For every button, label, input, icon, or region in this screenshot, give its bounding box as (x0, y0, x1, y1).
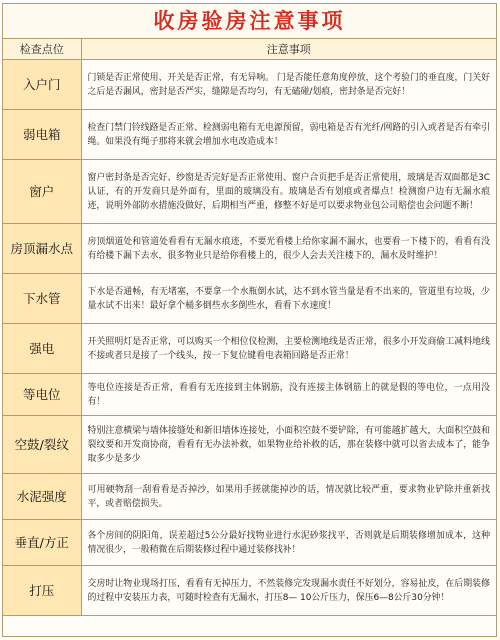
row-notes: 房顶烟道处和管道处看看有无漏水痕迹，不要光看楼上给你家漏不漏水，也要看一下楼下的，看看有没有给楼下漏下去水，很多物业只是给你看楼上的，很少人会去关注楼下的，漏水及时维护！ (81, 224, 496, 274)
header-check-point: 检查点位 (3, 39, 81, 60)
row-label: 等电位 (3, 374, 81, 416)
table-row (3, 110, 496, 160)
checklist-table (3, 39, 496, 616)
row-notes: 可用硬物刮一刮看看是否掉沙，如果用手搓就能掉沙的话，情况就比较严重，要求物业铲除并重新找平，或者赔偿损失。 (81, 474, 496, 520)
row-label: 下水管 (3, 274, 81, 324)
row-label: 入户门 (3, 60, 81, 110)
row-label: 窗户 (3, 160, 81, 224)
row-label: 水泥强度 (3, 474, 81, 520)
row-label: 弱电箱 (3, 110, 81, 160)
row-notes: 下水是否通畅，有无堵塞，不要拿一个水瓶倒水试，达不到水管当量是看不出来的，管道里有垃圾，少量水试不出来！最好拿个桶多倒些水多倒些水，看看下水速度！ (81, 274, 496, 324)
row-label: 空鼓/裂纹 (3, 416, 81, 474)
table-row (3, 520, 496, 566)
row-notes: 开关照明灯是否正常，可以购买一个相位仪检测，主要检测地线是否正常，很多小开发商偷工减料地线不接或者只是接了一个线头，按一下复位键看电表箱回路是否正常！ (81, 324, 496, 374)
table-header-row (3, 39, 496, 60)
table-row (3, 474, 496, 520)
table-row (3, 324, 496, 374)
row-notes: 各个房间的阴阳角，误差超过5公分最好找物业进行水泥砂浆找平，否则就是后期装修增加成本，这种情况很少，一般稍微在后期装修过程中通过装修找补！ (81, 520, 496, 566)
row-notes: 检查门禁门铃线路是否正常、检测弱电箱有无电源预留，弱电箱是否有光纤/网路的引入或者是否有牵引绳。如果没有绳子那将来就会增加水电改造成本！ (81, 110, 496, 160)
table-row (3, 160, 496, 224)
table-row (3, 274, 496, 324)
table-row (3, 60, 496, 110)
checklist-sheet (2, 3, 497, 637)
page-title: 收房验房注意事项 (3, 4, 496, 39)
table-row (3, 224, 496, 274)
table-row (3, 416, 496, 474)
row-notes: 交房时让物业现场打压，看看有无掉压力，不然装修完发现漏水责任不好划分，容易扯皮，在后期装修的过程中安装压力表，可随时检查有无漏水，打压8— 10公斤压力，保压6—8公斤30分钟！ (81, 566, 496, 616)
row-label: 打压 (3, 566, 81, 616)
row-label: 房顶漏水点 (3, 224, 81, 274)
header-notes: 注意事项 (81, 39, 496, 60)
row-label: 垂直/方正 (3, 520, 81, 566)
row-notes: 等电位连接是否正常，看看有无连接到主体钢筋，没有连接主体钢筋上的就是假的等电位，一点用没有！ (81, 374, 496, 416)
row-notes: 门锁是否正常使用、开关是否正常，有无异响。 门是否能任意角度停放，这个考验门的垂直度，门关好之后是否漏风，密封是否严实，缝隙是否均匀，有无磕碰/划痕，密封条是否完好！ (81, 60, 496, 110)
row-label: 强电 (3, 324, 81, 374)
row-notes: 窗户密封条是否完好、纱窗是否完好是否正常使用、窗户合页把手是否正常使用，玻璃是否双面都是3C认证，有的开发商只是外面有，里面的玻璃没有。玻璃是否有划痕或者爆点！检测窗户边有无漏水痕迹，说明外部防水措施没做好，后期相当严重，修整不好是可以要求物业包公司赔偿也会问题不断！ (81, 160, 496, 224)
table-row (3, 374, 496, 416)
row-notes: 特别注意横梁与墙体接缝处和新旧墙体连接处，小面积空鼓不要铲除，有可能越扩越大，大面积空鼓和裂纹要和开发商协商，看看有无办法补救，如果物业给补救的话，那在装修中就可以省去成本了，能争取多少是多少 (81, 416, 496, 474)
table-row (3, 566, 496, 616)
